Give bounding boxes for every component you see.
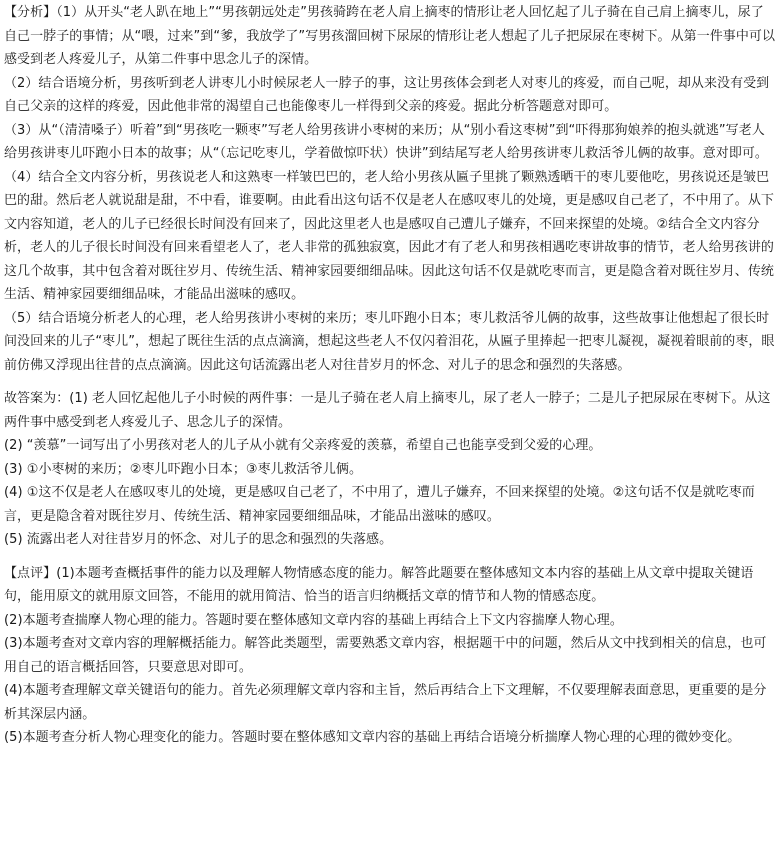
comment-paragraph-2: (2)本题考查揣摩人物心理的能力。答题时要在整体感知文章内容的基础上再结合上下文内容揣摩人物心理。: [4, 612, 623, 628]
answer-paragraph-1: 故答案为：(1) 老人回忆起他儿子小时候的两件事：一是儿子骑在老人肩上摘枣儿，尿了老人一脖子；二是儿子把尿尿在枣树下。从这两件事中感受到老人疼爱儿子、思念儿子的深情。: [4, 391, 771, 430]
comment-paragraph-1: 【点评】(1)本题考查概括事件的能力以及理解人物情感态度的能力。解答此题要在整体感知文本内容的基础上从文章中提取关键语句，能用原文的就用原文回答，不能用的就用简洁、恰当的语言归纳概括文章的情节和人物的情感态度。: [4, 565, 754, 604]
answer-paragraph-4: (4) ①这不仅是老人在感叹枣儿的处境，更是感叹自己老了，不中用了，遭儿子嫌弃，不回来探望的处境。②这句话不仅是就吃枣而言，更是隐含着对既往岁月、传统生活、精神家园要细细品味，才能品出滋味的感叹。: [4, 485, 755, 524]
analysis-paragraph-5: （5）结合语境分析老人的心理，老人给男孩讲小枣树的来历；枣儿吓跑小日本；枣儿救活爷儿俩的故事，这些故事让他想起了很长时间没回来的儿子“枣儿”，想起了既往生活的点点滴滴，想起这些老人不仅闪着泪花，从匾子里捧起一把枣儿凝视，凝视着眼前的枣，眼前仿佛又浮现出往昔的点点滴滴。因此这句话流露出老人对往昔岁月的怀念、对儿子的思念和强烈的失落感。: [4, 310, 775, 373]
section-divider: [4, 552, 776, 562]
answer-paragraph-2: (2) “羡慕”一词写出了小男孩对老人的儿子从小就有父亲疼爱的羡慕，希望自己也能享受到父爱的心理。: [4, 438, 602, 453]
comment-section: [4, 562, 776, 750]
answer-section: [4, 387, 776, 552]
comment-paragraph-3: (3)本题考查对文章内容的理解概括能力。解答此类题型，需要熟悉文章内容，根据题干中的问题，然后从文中找到相关的信息，也可用自己的语言概括回答，只要意思对即可。: [4, 636, 767, 675]
answer-paragraph-3: (3) ①小枣树的来历；②枣儿吓跑小日本；③枣儿救活爷儿俩。: [4, 461, 363, 477]
comment-paragraph-5: (5)本题考查分析人物心理变化的能力。答题时要在整体感知文章内容的基础上再结合语境分析揣摩人物心理的心理的微妙变化。: [4, 730, 741, 745]
section-divider: [4, 377, 776, 387]
analysis-paragraph-2: （2）结合语境分析，男孩听到老人讲枣儿小时候尿老人一脖子的事，这让男孩体会到老人对枣儿的疼爱，而自己呢，却从来没有受到自己父亲的这样的疼爱，因此他非常的渴望自己也能像枣儿一样得到父亲的疼爱。据此分析答题意对即可。: [4, 75, 770, 114]
answer-paragraph-5: (5) 流露出老人对往昔岁月的怀念、对儿子的思念和强烈的失落感。: [4, 532, 393, 547]
analysis-paragraph-1: 【分析】（1）从开头“老人趴在地上”“男孩朝远处走”男孩骑跨在老人肩上摘枣的情形让老人回忆起了儿子骑在自己肩上摘枣儿，尿了自己一脖子的事情；从“喂，过来”到“爹，我放学了”写男孩溜回树下尿尿的情形让老人想起了儿子把尿尿在枣树下。从第一件事中可以感受到老人疼爱儿子，从第二件事中思念儿子的深情。: [4, 5, 775, 67]
analysis-paragraph-3: （3）从“（清清嗓子）听着”到“男孩吃一颗枣”写老人给男孩讲小枣树的来历；从“别小看这枣树”到“吓得那狗娘养的抱头就逃”写老人给男孩讲枣儿吓跑小日本的故事；从“（忘记吃枣儿，学着做惊吓状）快讲”到结尾写老人给男孩讲枣儿救活爷儿俩的故事。意对即可。: [4, 122, 768, 161]
comment-paragraph-4: (4)本题考查理解文章关键语句的能力。首先必须理解文章内容和主旨，然后再结合上下文理解，不仅要理解表面意思，更重要的是分析其深层内涵。: [4, 683, 767, 722]
analysis-paragraph-4: （4）结合全文内容分析，男孩说老人和这熟枣一样皱巴巴的，老人给小男孩从匾子里挑了颗熟透晒干的枣儿要他吃，男孩说还是皱巴巴的甜。然后老人就说甜是甜，不中看，谁要啊。由此看出这句话不仅是老人在感叹枣儿的处境，更是感叹自己老了，不中用了。从下文内容知道，老人的儿子已经很长时间没有回来了，因此这里老人也是感叹自己遭儿子嫌弃，不回来探望的处境。②结合全文内容分析，老人的儿子很长时间没有回来看望老人了，老人非常的孤独寂寞，因此才有了老人和男孩相遇吃枣讲故事的情节，老人给男孩讲的这几个故事，其中包含着对既往岁月、传统生活、精神家园要细细品味。因此这句话不仅是就吃枣而言，更是隐含着对既往岁月、传统生活、精神家园要细细品味，才能品出滋味的感叹。: [4, 169, 774, 302]
analysis-section: [4, 1, 776, 377]
